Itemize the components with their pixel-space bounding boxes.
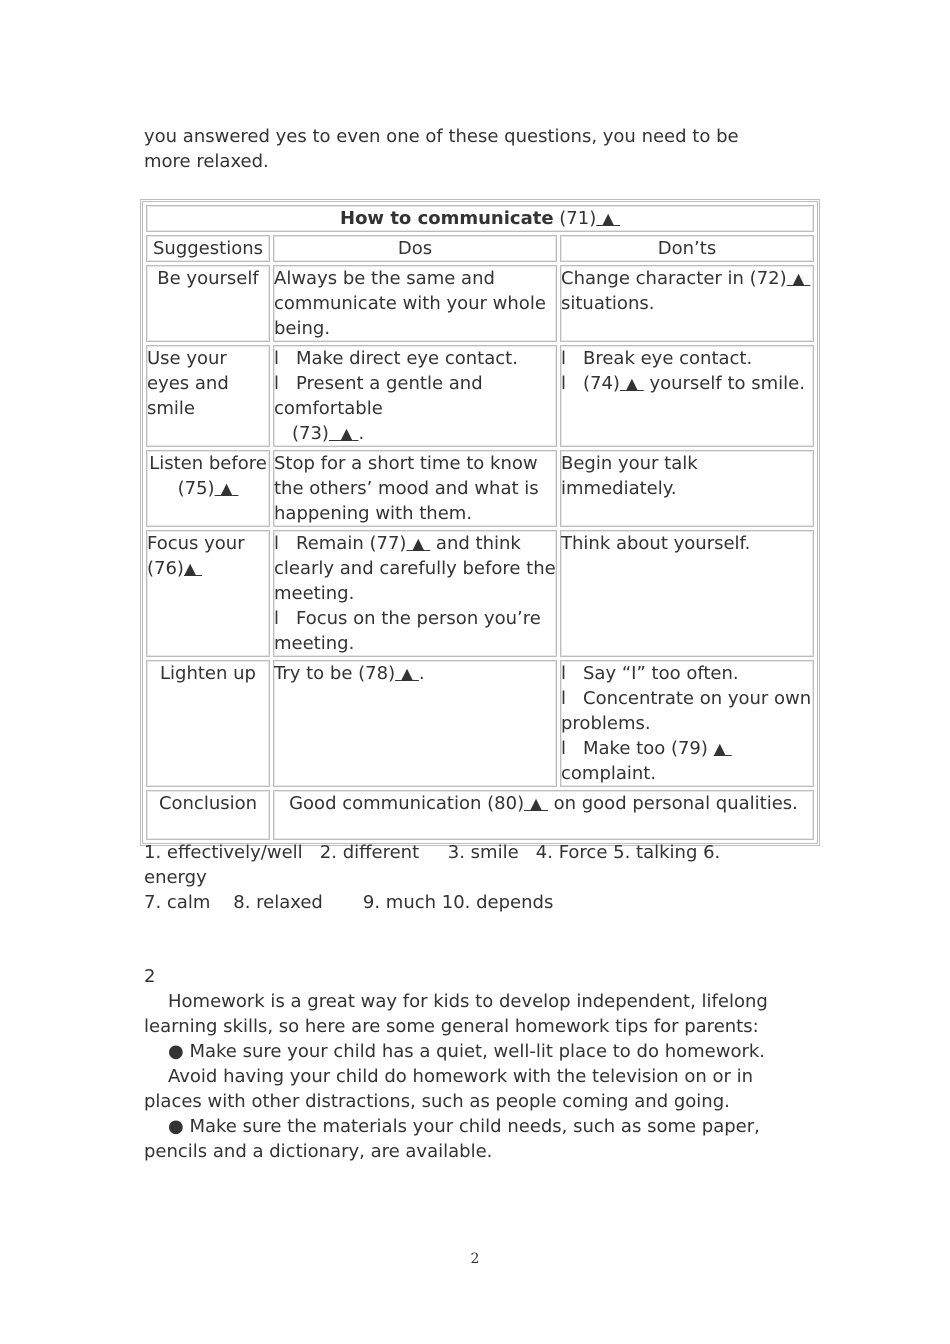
blank-79 <box>714 738 732 759</box>
blank-78 <box>395 663 419 684</box>
table-title <box>146 205 814 232</box>
bullet-l: l <box>561 348 567 369</box>
row-suggestion: Focus your (76)▲ <box>146 530 270 657</box>
table-row <box>146 660 814 787</box>
bullet-l: l <box>274 533 280 554</box>
row-suggestion: Use your eyes and smile <box>146 345 270 447</box>
blank-72 <box>787 268 811 289</box>
triangle-icon: ▲ <box>792 269 805 288</box>
header-donts: Don’ts <box>560 235 814 262</box>
bullet-l: l <box>274 348 280 369</box>
section-number: 2 <box>144 966 156 987</box>
row-donts: l Say “I” too often. l Concentrate on your own problems. l Make too (79) ▲ complaint. <box>560 660 814 787</box>
blank-73 <box>329 423 359 444</box>
row-suggestion: Listen before (75) ▲ <box>146 450 270 527</box>
table-row <box>146 450 814 527</box>
intro-paragraph <box>144 124 816 174</box>
row-dos: Try to be (78) ▲ . <box>273 660 557 787</box>
blank-77 <box>406 533 430 554</box>
homework-intro: Homework is a great way for kids to develop independent, lifelong learning skills, so here are some general homework tips for parents: <box>144 991 768 1037</box>
header-dos: Dos <box>273 235 557 262</box>
section-2 <box>144 964 816 1164</box>
bullet-l: l <box>561 688 567 709</box>
table-row <box>146 345 814 447</box>
blank-74 <box>620 373 644 394</box>
triangle-icon: ▲ <box>529 794 543 813</box>
triangle-icon: ▲ <box>713 739 726 758</box>
bullet-item: ● Make sure your child has a quiet, well-lit place to do homework. <box>168 1041 766 1062</box>
row-suggestion: Lighten up <box>146 660 270 787</box>
row-suggestion: Be yourself <box>146 265 270 342</box>
blank-75 <box>215 478 239 499</box>
table-row <box>146 530 814 657</box>
table-header-row <box>146 235 814 262</box>
header-suggestions: Suggestions <box>146 235 270 262</box>
bullet-icon: ● <box>168 1116 184 1137</box>
row-conclusion: Good communication (80) ▲ on good personal qualities. <box>273 790 814 840</box>
triangle-icon: ▲ <box>625 374 638 393</box>
row-dos: l Make direct eye contact. l Present a gentle and comfortable (73) ▲ . <box>273 345 557 447</box>
table-title-row <box>146 205 814 232</box>
bullet-l: l <box>561 738 567 759</box>
row-dos: Always be the same and communicate with your whole being. <box>273 265 557 342</box>
homework-paragraph: Avoid having your child do homework with the television on or in places with other distractions, such as people coming and going. <box>144 1066 754 1112</box>
triangle-icon: ▲ <box>183 559 197 578</box>
row-suggestion: Conclusion <box>146 790 270 840</box>
answer-key <box>144 840 816 915</box>
answer-line-3: 7. calm 8. relaxed 9. much 10. depends <box>144 892 554 913</box>
row-donts: Think about yourself. <box>560 530 814 657</box>
triangle-icon: ▲ <box>412 534 425 553</box>
communication-table <box>140 199 820 846</box>
row-donts: l Break eye contact. l (74) ▲ yourself to smile. <box>560 345 814 447</box>
blank-71 <box>596 208 620 229</box>
bullet-l: l <box>561 373 567 394</box>
blank-76 <box>184 558 202 579</box>
answer-line-2: energy <box>144 867 207 888</box>
row-donts: Change character in (72) ▲ situations. <box>560 265 814 342</box>
triangle-icon: ▲ <box>601 209 615 228</box>
bullet-l: l <box>274 608 280 629</box>
page-number: 2 <box>470 1251 480 1267</box>
bullet-l: l <box>274 373 280 394</box>
intro-line-2: more relaxed. <box>144 151 269 172</box>
row-donts: Begin your talk immediately. <box>560 450 814 527</box>
bullet-l: l <box>561 663 567 684</box>
table-title-number: (71) <box>553 208 597 229</box>
triangle-icon: ▲ <box>400 664 414 683</box>
blank-80 <box>524 793 548 814</box>
bullet-icon: ● <box>168 1041 184 1062</box>
triangle-icon: ▲ <box>340 424 353 443</box>
triangle-icon: ▲ <box>220 479 233 498</box>
table-row <box>146 790 814 840</box>
table-title-bold: How to communicate <box>340 208 554 229</box>
answer-line-1: 1. effectively/well 2. different 3. smile 4. Force 5. talking 6. <box>144 842 721 863</box>
table-row <box>146 265 814 342</box>
bullet-item: ● Make sure the materials your child needs, such as some paper, pencils and a dictionary, are available. <box>144 1116 760 1162</box>
intro-line-1: you answered yes to even one of these questions, you need to be <box>144 126 739 147</box>
row-dos: l Remain (77) ▲ and think clearly and carefully before the meeting. l Focus on the person you’re meeting. <box>273 530 557 657</box>
row-dos: Stop for a short time to know the others’ mood and what is happening with them. <box>273 450 557 527</box>
